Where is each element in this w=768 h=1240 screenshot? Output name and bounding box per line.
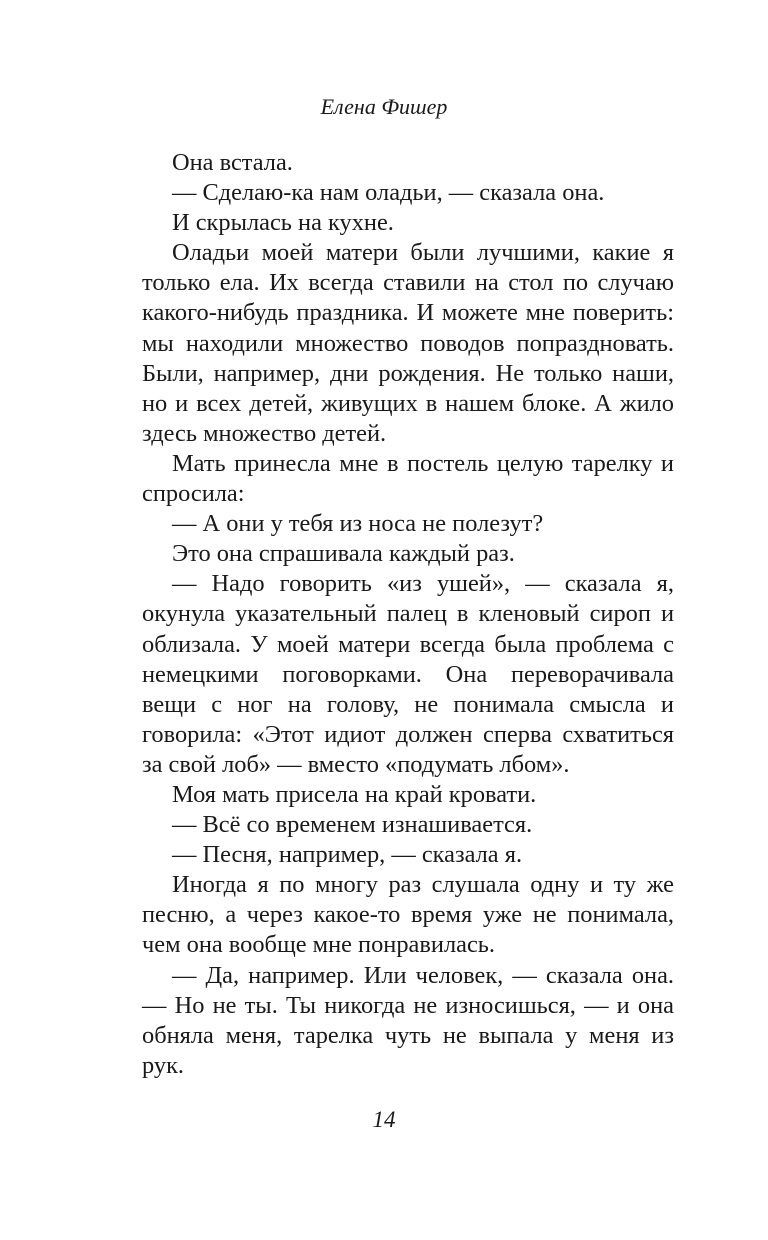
paragraph: Иногда я по многу раз слушала одну и ту же песню, а через какое-то время уже не понимала, чем она вообще мне понравилась.: [142, 871, 674, 959]
paragraph: Моя мать присела на край кровати.: [172, 780, 537, 808]
page-number: 14: [372, 1107, 396, 1132]
paragraph: — Надо говорить «из ушей», — сказала я, окунула указательный палец в кленовый сироп и облизала. У моей матери всегда была проблема с немецкими поговорками. Она переворачивала вещи с ног на голову, не понимала смысла и говорила: «Этот идиот должен сперва схватиться за свой лоб» — вместо «подумать лбом».: [142, 570, 674, 778]
paragraph: — Песня, например, — сказала я.: [172, 841, 523, 869]
paragraph: Она встала.: [172, 149, 293, 176]
paragraph: — Да, например. Или человек, — сказала она. — Но не ты. Ты никогда не износишься, — и она обняла меня, тарелка чуть не выпала у меня из рук.: [142, 961, 674, 1079]
body-text: [142, 148, 674, 1081]
paragraph: Это она спрашивала каждый раз.: [172, 540, 515, 568]
paragraph: — Всё со временем изнашивается.: [172, 811, 533, 839]
paragraph: Оладьи моей матери были лучшими, какие я только ела. Их всегда ставили на стол по случаю какого-нибудь праздника. И можете мне поверить: мы находили множество поводов попраздновать. Были, например, дни рождения. Не только наши, но и всех детей, живущих в нашем блоке. А жило здесь множество детей.: [142, 239, 674, 447]
paragraph: И скрылась на кухне.: [172, 209, 394, 237]
running-head: Елена Фишер: [320, 94, 448, 119]
paragraph: — А они у тебя из носа не полезут?: [172, 510, 544, 538]
paragraph: Мать принесла мне в постель целую тарелку и спросила:: [142, 449, 674, 508]
paragraph: — Сделаю-ка нам оладьи, — сказала она.: [172, 179, 605, 207]
